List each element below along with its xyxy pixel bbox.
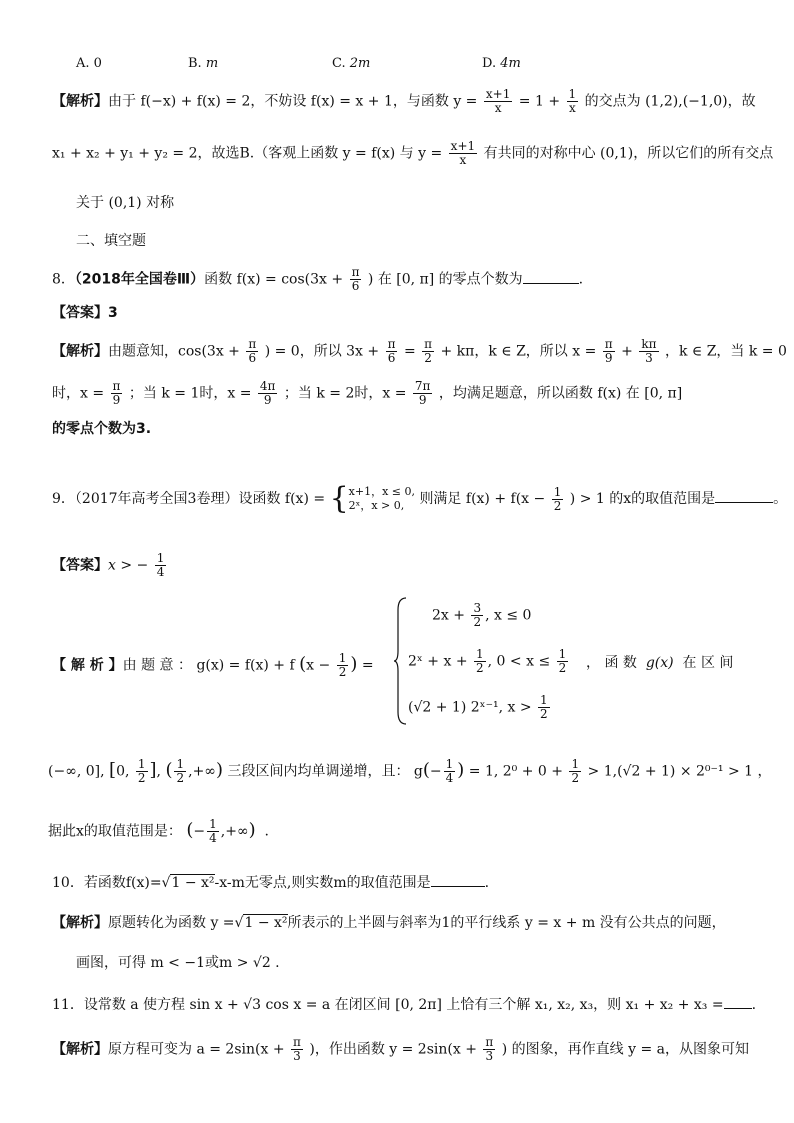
option-d: D. 4m <box>482 56 521 71</box>
brace-icon <box>394 596 408 726</box>
option-b: B. m <box>188 56 219 71</box>
q7-solution-line1: 【解析】由于 f(−x) + f(x) = 2，不妨设 f(x) = x + 1，与函数 y = $\frac{x+1}{x}$ = 1 + $\frac{1}{x}$ 的交点为 (1,2),(−1,0)，故 <box>52 87 756 115</box>
q8-solution-line1: 【解析】由题意知，cos(3x + $\frac{\pi}{6}$ ) = 0，所以 3x + $\frac{\pi}{6}$ = $\frac{\pi}{2}$ + kπ，k ∈ Z，所以 x = $\frac{\pi}{9}$ + $\frac{k\pi}{3}$ ，k ∈ Z，当 k = 0 <box>52 337 787 365</box>
q8-solution-line2: 时，x = $\frac{\pi}{9}$ ；当 k = 1时，x = $\frac{4\pi}{9}$ ；当 k = 2时，x = $\frac{7\pi}{9}$ ，均满足题意，所以函数 f(x) 在 [0, π] <box>52 379 683 407</box>
q10-stem: 10．若函数f(x)=√1 − x²-x-m无零点,则实数m的取值范围是 . <box>52 872 489 894</box>
q11-solution-line1: 【解析】原方程可变为 a = 2sin(x + $\frac{\pi}{3}$ )，作出函数 y = 2sin(x + $\frac{\pi}{3}$ ) 的图象，再作直线 y = a，从图象可知 <box>52 1035 749 1063</box>
q9-solution-head: 【 解 析 】由 题 意 ： g(x) = f(x) + f (x − $\frac{1}{2}$ ) = <box>52 651 374 679</box>
section-heading: 二、填空题 <box>76 233 146 249</box>
piece-3: (√2 + 1) 2ˣ⁻¹, x > $\frac{1}{2}$ <box>408 693 548 721</box>
q10-solution-line2: 画图，可得 m < −1或m > √2 . <box>76 955 280 971</box>
option-c: C. 2m <box>332 56 371 71</box>
piece-2: 2ˣ + x + $\frac{1}{2}$ , 0 < x ≤ $\frac{1}{2}$ <box>408 647 567 675</box>
q8-stem: 8．（2018年全国卷Ⅲ）函数 f(x) = cos(3x + $\frac{\pi}{6}$ ) 在 [0, π] 的零点个数为 . <box>52 265 584 293</box>
option-a: A. 0 <box>76 56 102 71</box>
q8-answer: 【答案】3 <box>52 305 118 321</box>
q7-solution-line2: x₁ + x₂ + y₁ + y₂ = 2，故选B.（客观上函数 y = f(x) 与 y = $\frac{x+1}{x}$ 有共同的对称中心 (0,1)，所以它们的所有交点 <box>52 139 774 167</box>
q7-solution-line3: 关于 (0,1) 对称 <box>76 195 175 211</box>
piece-1: 2x + $\frac{3}{2}$ , x ≤ 0 <box>432 601 532 629</box>
q9-intervals: (−∞, 0], [0, $\frac{1}{2}$ ], ( $\frac{1}{2}$ ,+∞) 三段区间内均单调递增，且： g(− $\frac{1}{4}$ ) = 1, 2⁰ + 0 + $\frac{1}{2}$ > 1,(√2 + 1) × 2⁰⁻¹ > 1 ， <box>48 757 772 785</box>
q9-answer: 【答案】x > − $\frac{1}{4}$ <box>52 551 165 579</box>
q10-solution-line1: 【解析】原题转化为函数 y =√1 − x²所表示的上半圆与斜率为1的平行线系 y = x + m 没有公共点的问题， <box>52 915 726 931</box>
q8-solution-line3: 的零点个数为3. <box>52 421 152 437</box>
q9-solution-tail: ， 函 数 g(x) 在 区 间 <box>586 655 734 671</box>
q9-stem: 9．（2017年高考全国3卷理）设函数 f(x) = { x+1，x ≤ 0, 2ˣ，x > 0, 则满足 f(x) + f(x − $\frac{1}{2}$ ) > 1 的x的取值范围是 。 <box>52 481 788 516</box>
q11-stem: 11．设常数 a 使方程 sin x + √3 cos x = a 在闭区间 [0, 2π] 上恰有三个解 x₁, x₂, x₃，则 x₁ + x₂ + x₃ = . <box>52 994 756 1016</box>
q9-conclusion: 据此x的取值范围是： (− $\frac{1}{4}$ ,+∞) . <box>48 817 269 845</box>
